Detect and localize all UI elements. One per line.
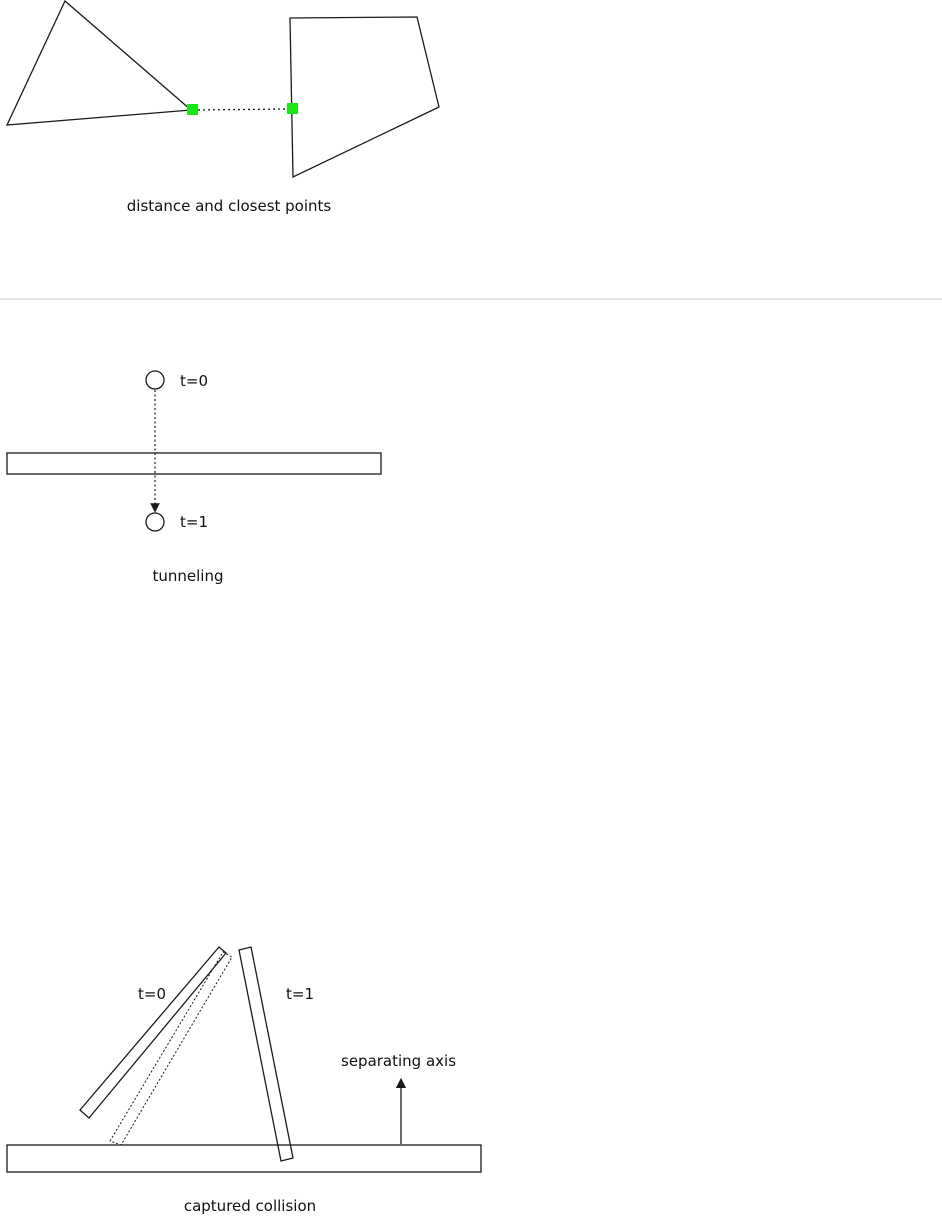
ball-end <box>146 513 164 531</box>
quadrilateral-shape <box>290 17 439 177</box>
distance-line <box>193 109 293 110</box>
bar-swept <box>110 952 232 1145</box>
closest-point-b <box>287 103 298 114</box>
triangle-shape <box>7 1 191 125</box>
figure-tunneling <box>7 371 381 585</box>
separating-axis-label: separating axis <box>341 1052 457 1070</box>
ground-bar <box>7 1145 481 1172</box>
tunneling-label-start: t=0 <box>180 372 208 390</box>
closest-point-a <box>187 104 198 115</box>
captured-caption: captured collision <box>183 1197 317 1215</box>
bar-end <box>239 947 293 1161</box>
figure-captured-collision <box>7 947 481 1215</box>
captured-label-end: t=1 <box>286 985 314 1003</box>
distance-caption: distance and closest points <box>126 197 332 215</box>
ball-start <box>146 371 164 389</box>
bar-start <box>80 947 226 1118</box>
captured-label-start: t=0 <box>138 985 166 1003</box>
tunneling-label-end: t=1 <box>180 513 208 531</box>
wall-bar <box>7 453 381 474</box>
figure-distance <box>7 1 439 215</box>
tunneling-caption: tunneling <box>152 567 224 585</box>
